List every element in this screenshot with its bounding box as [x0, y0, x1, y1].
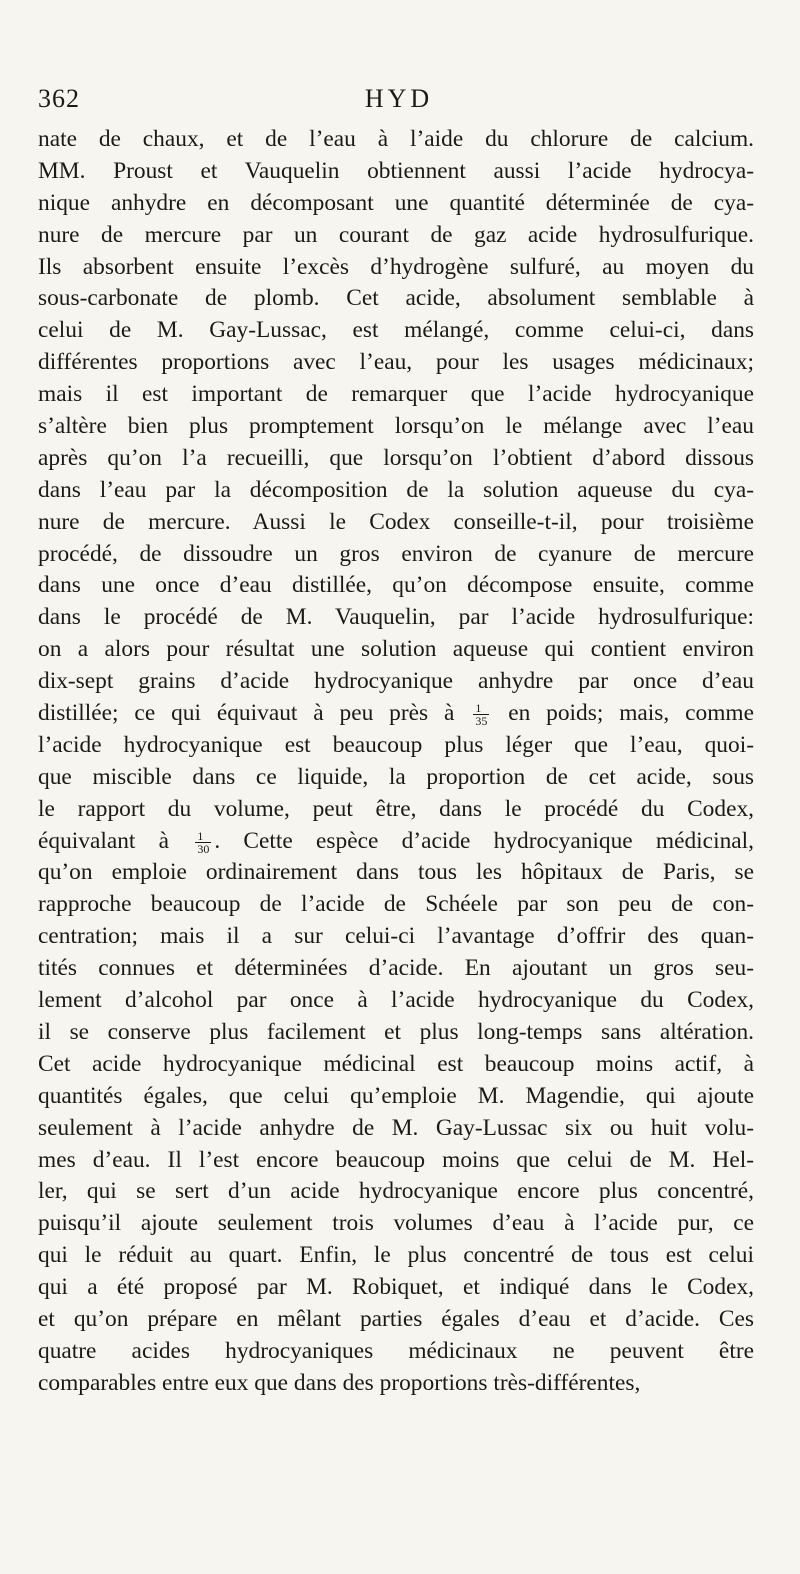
text-line: on a alors pour résultat une solution aqueuse qui contient environ — [38, 636, 754, 663]
text-line: nique anhydre en décomposant une quantité déterminée de cya- — [38, 189, 754, 216]
fraction — [195, 830, 211, 855]
text-line: MM. Proust et Vauquelin obtiennent aussi l’acide hydrocya- — [38, 157, 754, 184]
text-line: mes d’eau. Il l’est encore beaucoup moins que celui de M. Hel- — [38, 1146, 754, 1173]
text-segment: en poids; mais, comme — [508, 700, 754, 727]
fraction-numerator: 1 — [195, 830, 211, 843]
text-line: nate de chaux, et de l’eau à l’aide du chlorure de calcium. — [38, 126, 754, 152]
fraction-denominator: 30 — [197, 841, 210, 856]
text-line: et qu’on prépare en mêlant parties égales d’eau et d’acide. Ces — [38, 1305, 754, 1332]
page-header — [38, 84, 760, 120]
text-line: Ils absorbent ensuite l’excès d’hydrogène sulfuré, au moyen du — [38, 253, 754, 280]
text-line: ler, qui se sert d’un acide hydrocyanique encore plus concentré, — [38, 1178, 754, 1205]
text-line: il se conserve plus facilement et plus long-temps sans altération. — [38, 1018, 754, 1045]
fraction — [473, 702, 489, 727]
text-line: quatre acides hydrocyaniques médicinaux ne peuvent être — [38, 1337, 754, 1364]
text-line: Cet acide hydrocyanique médicinal est beaucoup moins actif, à — [38, 1050, 754, 1077]
text-line: dans une once d’eau distillée, qu’on décompose ensuite, comme — [38, 572, 754, 599]
text-line: dans l’eau par la décomposition de la solution aqueuse du cya- — [38, 476, 754, 503]
text-line: centration; mais il a sur celui-ci l’avantage d’offrir des quan- — [38, 923, 754, 950]
text-line: que miscible dans ce liquide, la proportion de cet acide, sous — [38, 763, 754, 790]
fraction-denominator: 35 — [475, 714, 488, 729]
text-line: seulement à l’acide anhydre de M. Gay-Lussac six ou huit volu- — [38, 1114, 754, 1141]
text-line: dix-sept grains d’acide hydrocyanique anhydre par once d’eau — [38, 668, 754, 695]
running-head: HYD — [364, 84, 434, 113]
text-line: tités connues et déterminées d’acide. En ajoutant un gros seu- — [38, 955, 754, 982]
text-line: sous-carbonate de plomb. Cet acide, absolument semblable à — [38, 285, 754, 312]
text-line: dans le procédé de M. Vauquelin, par l’acide hydrosulfurique: — [38, 604, 754, 631]
fraction-numerator: 1 — [473, 702, 489, 715]
text-line: nure de mercure par un courant de gaz acide hydrosulfurique. — [38, 221, 754, 248]
text-line: qui le réduit au quart. Enfin, le plus concentré de tous est celui — [38, 1242, 754, 1269]
text-line: s’altère bien plus promptement lorsqu’on le mélange avec l’eau — [38, 413, 754, 440]
text-line-with-fraction — [38, 698, 754, 730]
text-line: procédé, de dissoudre un gros environ de cyanure de mercure — [38, 540, 754, 567]
text-segment: équivalant à — [38, 827, 170, 854]
text-segment: . Cette espèce d’acide hydrocyanique médicinal, — [214, 827, 754, 854]
text-line: différentes proportions avec l’eau, pour les usages médicinaux; — [38, 349, 754, 376]
text-line: nure de mercure. Aussi le Codex conseille-t-il, pour troisième — [38, 508, 754, 535]
text-line: rapproche beaucoup de l’acide de Schéele par son peu de con- — [38, 891, 754, 918]
text-line: quantités égales, que celui qu’emploie M. Magendie, qui ajoute — [38, 1082, 754, 1109]
text-segment: distillée; ce qui équivaut à peu près à — [38, 700, 455, 727]
text-line: puisqu’il ajoute seulement trois volumes d’eau à l’acide pur, ce — [38, 1210, 754, 1237]
text-line: qu’on emploie ordinairement dans tous les hôpitaux de Paris, se — [38, 859, 754, 886]
text-line: lement d’alcohol par once à l’acide hydrocyanique du Codex, — [38, 987, 754, 1014]
text-line: celui de M. Gay-Lussac, est mélangé, comme celui-ci, dans — [38, 317, 754, 344]
text-line-with-fraction — [38, 826, 754, 858]
text-line: l’acide hydrocyanique est beaucoup plus léger que l’eau, quoi- — [38, 731, 754, 758]
page-number: 362 — [38, 84, 80, 113]
text-line: mais il est important de remarquer que l’acide hydrocyanique — [38, 381, 754, 408]
text-line: qui a été proposé par M. Robiquet, et indiqué dans le Codex, — [38, 1274, 754, 1301]
text-line: comparables entre eux que dans des proportions très-différentes, — [38, 1369, 641, 1396]
text-line: après qu’on l’a recueilli, que lorsqu’on l’obtient d’abord dissous — [38, 444, 754, 471]
text-line: le rapport du volume, peut être, dans le procédé du Codex, — [38, 795, 754, 822]
body-text — [38, 124, 754, 1400]
